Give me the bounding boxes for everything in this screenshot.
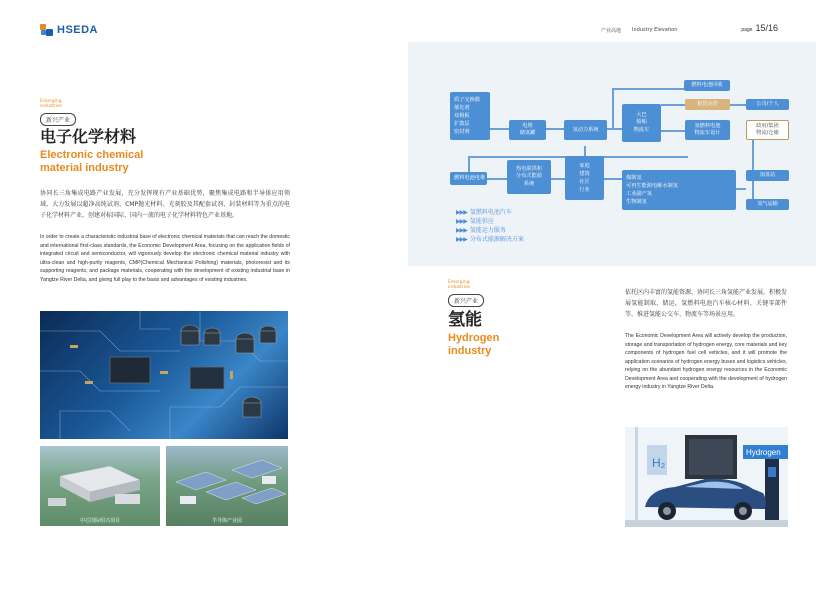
diagram-line: 大巴 [636,111,647,118]
power-system-box: 氢动力系统 [564,120,607,140]
recycle-box: 燃料电池回收 [684,80,730,91]
station-box: 加氢站 [746,170,789,181]
connector [468,156,470,172]
semiconductor-park-photo [166,446,288,526]
header-nav-en: Industry Elevation [632,27,678,33]
section-title-en-line1: Hydrogen [448,332,500,344]
sectors-list [579,162,589,194]
hseda-logo [40,24,98,36]
diagram-line: 物流车设计 [694,130,721,136]
diagram-line: 船舶 [636,119,647,126]
vehicles-box [622,104,661,142]
users-public-box: 公司/个人 [746,99,789,110]
diagram-line: 分布式能源 [516,173,542,180]
legend-item-1 [456,207,512,216]
diagram-line: 行业 [579,187,590,193]
electronic-en-paragraph: In order to create a characteristic industrial base of electronic chemical materials that can reach the domestic and international first-class standards, the Economic Development Area, focusing on the application fields of integrated circuit and semiconductor, will vigorously develop the electronic chemical material industry with ultra-clean and high-purity reagents, CMP(Chemical Mechanical Polishing) materials, photoresist and its supporting reagents, and package materials, cooperating with the development of existing industrial base in Yangtze River Delta, and giving full play to the basis and advantages of existing industries. [40,234,290,283]
circuit-board-illustration [40,311,288,439]
chevron-right-icon: ▶▶▶ [456,236,467,243]
electronic-cn-paragraph: 协同长三角集成电路产业发展，充分发挥现有产业基础优势，聚焦集成电路和半导体应用领域，大力发展以超净高纯试剂、CMP抛光材料、光刻胶及其配套试剂、封装材料等为重点的电子化学材料产业，创建对标国际、国内一流的电子化学材料特色产业基地。 [40,190,290,220]
hydrogen-sources-box [622,170,736,210]
connector [584,146,586,156]
section-title-en-line2: industry [448,345,492,357]
right-page [408,0,816,593]
section-title-cn: 电子化学材料 [40,127,137,146]
factory-aerial-illustration [40,446,160,526]
diagram-line: 密封剂 [454,129,470,135]
users-gov-box [746,120,789,140]
diagram-line: 社区 [579,179,590,185]
diagram-line: 生物制氢 [626,199,647,205]
legend-item-3 [456,225,506,234]
hydrogen-station-car-graphic [625,427,788,527]
legend-label: 分布式能源解决方案 [469,236,524,243]
fc-stack-box: 燃料电池电堆 [450,172,487,185]
diagram-line: 系统 [523,180,535,187]
hydrogen-cn-paragraph: 依托区内丰富的氢能资源，协同长三角氢能产业发展，积极发展氢能制取、储运，氢燃料电池汽车核心材料、关键零部件等，推进氢能公交车、物流车等场景应用。 [625,289,788,319]
photo-caption-park: 半导体产业园 [211,518,242,524]
diagram-line: 物流/仓储 [756,130,779,136]
page-label: page [741,27,753,33]
badge-emerging-en: Emerging industries [40,99,63,109]
connector [551,178,565,180]
sectors-box [565,156,604,200]
connector [752,138,754,170]
diagram-line: 工业副产氢 [626,191,652,197]
diagram-line: 物流车 [633,126,650,133]
header-nav-cn: 产业高地 [601,28,622,34]
legend-label: 氢能供应 [469,218,494,225]
badge-emerging-cn: 新兴产业 [448,294,484,307]
stack-box: 电堆 储氢罐 [509,120,546,140]
components-box [450,92,490,140]
park-aerial-illustration [166,446,288,526]
h2-mark-text: H₂ [652,456,666,470]
page-number [741,23,778,33]
diagram-line: 政府/集团 [756,123,779,129]
diagram-line: 氢燃料电池 [694,123,721,129]
hydrogen-car-illustration [625,427,788,527]
diagram-line: 热电联供和 [516,165,542,172]
badge-emerging-en: Emerging industries [448,280,471,290]
connector [604,178,622,180]
photo-caption-smic: 中芯国际绍兴项目 [79,518,120,524]
connector [607,128,622,130]
diagram-line: 建筑 [579,171,590,177]
connector [730,104,746,106]
circuit-board-photo [40,311,288,439]
legend-item-4 [456,234,524,243]
connector [661,130,685,132]
chevron-right-icon: ▶▶▶ [456,227,467,234]
hseda-logo-icon [40,24,54,36]
diagram-line: 可再生能源电解水制氢 [626,183,678,189]
connector [736,188,746,190]
connector [612,88,684,90]
transport-box: 氢气运输 [746,199,789,210]
diagram-line: 家庭 [579,163,590,169]
components-list [454,96,480,136]
diagram-line: 双极板 [454,113,470,119]
diagram-line: 煤制氢 [626,175,642,181]
page-number-value: 15/16 [755,23,778,33]
hydrogen-en-paragraph: The Economic Development Area will actively develop the production, storage and transportation of hydrogen energy, core materials and key components of hydrogen fuel cell vehicles, and it will promote the application scenarios of hydrogen energy buses and logistics vehicles, relying on the abundant hydrogen energy resources in the Economic Development Area and cooperating with the development of hydrogen energy industry in Yangtze River Delta. [625,333,787,390]
diagram-line: 扩散层 [454,121,470,127]
gov-list [756,123,779,137]
chevron-right-icon: ▶▶▶ [456,209,467,216]
section-title-en-line2: material industry [40,162,129,174]
chp-list [516,166,542,189]
connector [487,178,507,180]
smic-shaoxing-photo [40,446,160,526]
connector [489,128,509,130]
section-title-en-line1: Electronic chemical [40,149,144,161]
diagram-line: 催化剂 [454,105,470,111]
legend-label: 氢燃料电池汽车 [469,209,512,216]
connector [661,104,685,106]
legend-label: 氢能运力服务 [469,227,506,234]
vehicles-list [634,112,650,135]
chp-box [507,160,551,194]
design-list [695,123,721,137]
logo-text: HSEDA [57,24,99,36]
diagram-line: 质子交换膜 [454,97,480,103]
connector [612,88,614,128]
legend-item-2 [456,216,494,225]
operation-box: 租赁运营 [685,99,730,110]
badge-emerging-cn: 新兴产业 [40,113,76,126]
section-title-cn: 氢能 [448,310,482,330]
chevron-right-icon: ▶▶▶ [456,218,467,225]
connector [546,128,564,130]
sources-list [626,174,678,206]
design-box [685,120,730,140]
hydrogen-sign-text: Hydrogen [746,448,781,457]
